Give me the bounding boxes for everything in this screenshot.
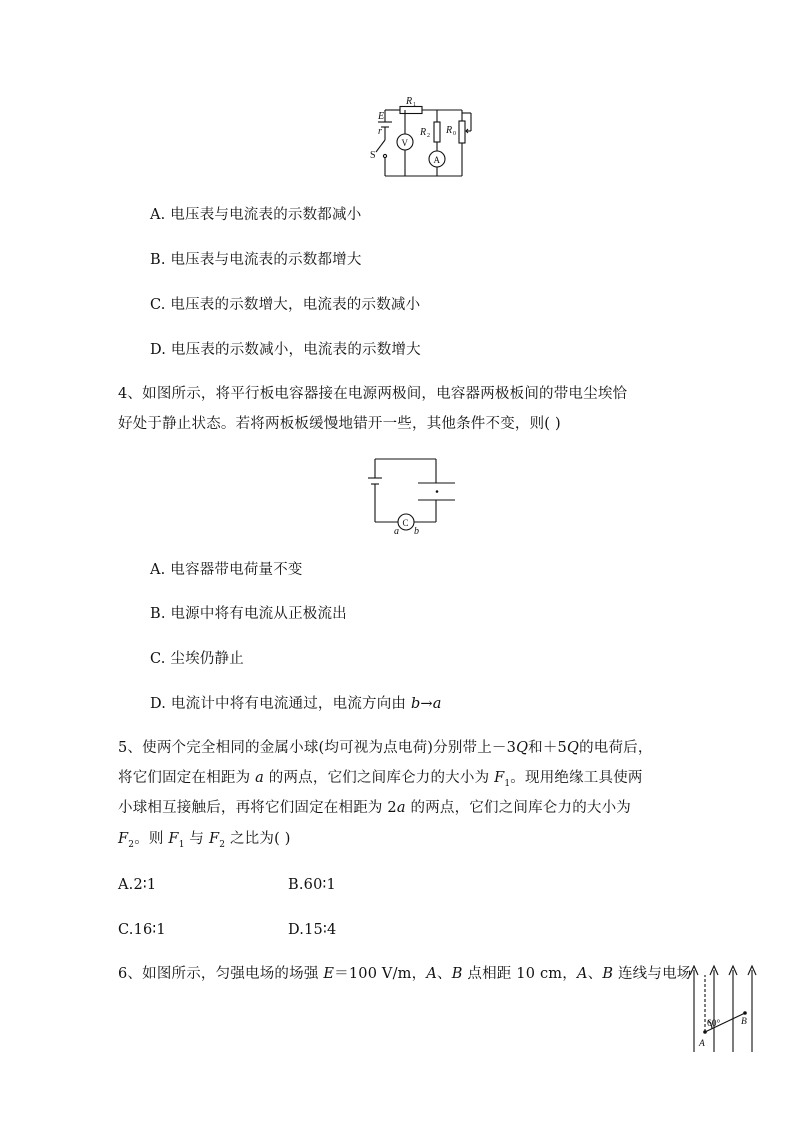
label-s: S [370, 150, 376, 161]
q6-stem-line1: 6、如图所示，匀强电场的场强 E＝100 V/m，A、B 点相距 10 cm，A、B 连线与电场 [118, 966, 692, 982]
dust-particle [436, 490, 439, 493]
q5-option-d: D.15∶4 [288, 922, 337, 938]
label-e: E [378, 111, 385, 122]
voltmeter-symbol: V [401, 138, 408, 148]
svg-text:2: 2 [427, 133, 430, 139]
svg-text:0: 0 [453, 131, 456, 137]
q3-option-a: A. 电压表与电流表的示数都减小 [150, 207, 362, 223]
q4-stem-line2: 好处于静止状态。若将两板板缓慢地错开一些，其他条件不变，则( ) [118, 416, 561, 432]
svg-text:1: 1 [413, 102, 416, 108]
q5-stem-line2: 将它们固定在相距为 a 的两点，它们之间库仑力的大小为 $F_1$。现用绝缘工具使两 [118, 770, 643, 789]
q5-option-b: B.60∶1 [288, 877, 336, 893]
point-a-label: A [699, 1039, 705, 1049]
q5-stem-line3: 小球相互接触后，再将它们固定在相距为 2a 的两点，它们之间库仑力的大小为 [118, 800, 632, 816]
galvanometer-symbol: C [402, 518, 409, 528]
q5-stem-line1: 5、使两个完全相同的金属小球(均可视为点电荷)分别带上－3Q和＋5Q的电荷后， [118, 740, 653, 756]
q4-stem-line1: 4、如图所示，将平行板电容器接在电源两极间，电容器两极板间的带电尘埃恰 [118, 386, 628, 402]
q3-option-b: B. 电压表与电流表的示数都增大 [150, 252, 362, 268]
ammeter-symbol: A [433, 155, 440, 165]
terminal-a-label: a [394, 526, 399, 537]
terminal-b-label: b [414, 526, 419, 537]
point-b [743, 1011, 747, 1015]
label-r2: R [420, 127, 427, 138]
q5-stem-line4: $F_2$。则 $F_1$ 与 $F_2$ 之比为( ) [118, 831, 291, 850]
label-r0: R [446, 125, 453, 136]
point-b-label: B [741, 1017, 747, 1027]
q4-option-a: A. 电容器带电荷量不变 [150, 562, 303, 578]
label-r: r [378, 126, 382, 137]
angle-label: 60° [707, 1019, 721, 1029]
q4-option-d: D. 电流计中将有电流通过，电流方向由 b→a [150, 696, 442, 712]
q3-option-d: D. 电压表的示数减小，电流表的示数增大 [150, 342, 421, 358]
q5-option-a: A.2∶1 [118, 877, 157, 893]
q4-option-c: C. 尘埃仍静止 [150, 651, 244, 667]
label-r1: R [406, 96, 413, 107]
q3-option-c: C. 电压表的示数增大，电流表的示数减小 [150, 297, 421, 313]
q5-option-c: C.16∶1 [118, 922, 166, 938]
point-a [703, 1030, 707, 1034]
q4-option-b: B. 电源中将有电流从正极流出 [150, 606, 347, 622]
